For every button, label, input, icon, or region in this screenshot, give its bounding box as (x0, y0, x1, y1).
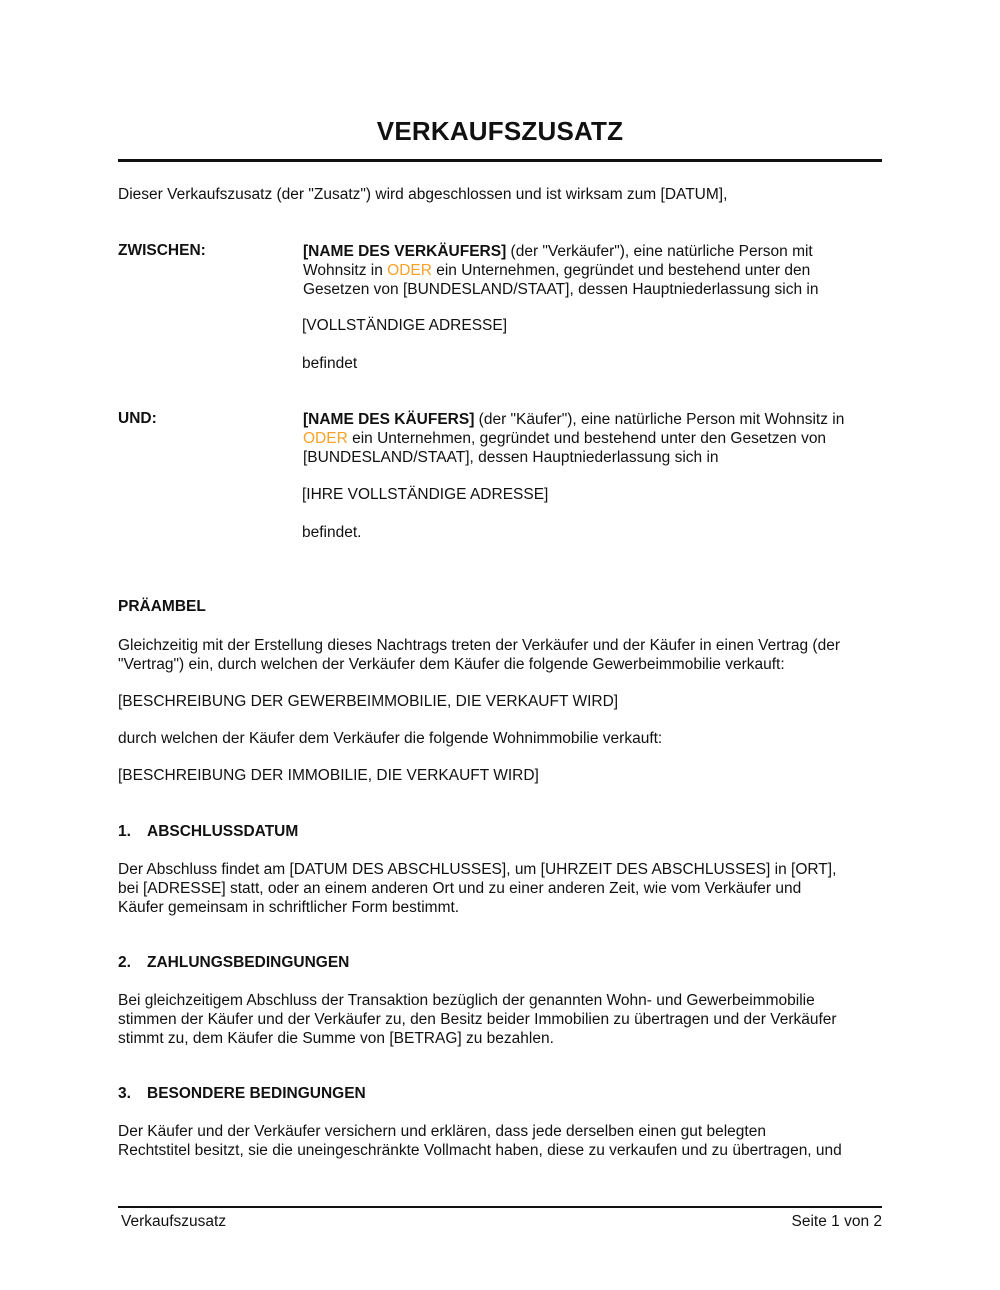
preamble-heading: PRÄAMBEL (118, 598, 206, 615)
oder-option: ODER (303, 430, 348, 447)
preamble-paragraph (118, 636, 888, 674)
section-1-body (118, 860, 888, 917)
seller-address-placeholder: [VOLLSTÄNDIGE ADRESSE] (302, 317, 508, 334)
body-line: Bei gleichzeitigem Abschluss der Transaktion bezüglich der genannten Wohn- und Gewerbeimmobilie (118, 992, 815, 1009)
section-title: BESONDERE BEDINGUNGEN (147, 1085, 366, 1102)
body-line: stimmt zu, dem Käufer die Summe von [BETRAG] zu bezahlen. (118, 1030, 554, 1047)
buyer-closing: befindet. (302, 524, 362, 541)
section-number: 1. (118, 823, 131, 840)
party-label-seller: ZWISCHEN: (118, 242, 206, 259)
preamble-line: "Vertrag") ein, durch welchen der Verkäufer dem Käufer die folgende Gewerbeimmobilie verkauft: (118, 656, 785, 673)
body-line: Rechtstitel besitzt, sie die uneingeschränkte Vollmacht haben, diese zu verkaufen und zu übertragen, und (118, 1142, 842, 1159)
footer-document-name: Verkaufszusatz (121, 1213, 227, 1230)
section-1-heading (118, 823, 298, 841)
seller-text: Gesetzen von [BUNDESLAND/STAAT], dessen Hauptniederlassung sich in (303, 281, 819, 298)
body-line: Der Abschluss findet am [DATUM DES ABSCHLUSSES], um [UHRZEIT DES ABSCHLUSSES] in [ORT], (118, 861, 837, 878)
body-line: stimmen der Käufer und der Verkäufer zu, den Besitz beider Immobilien zu übertragen und der Verkäufer (118, 1011, 837, 1028)
section-3-body (118, 1122, 888, 1160)
seller-text: (der "Verkäufer"), eine natürliche Person mit (506, 243, 813, 260)
section-number: 3. (118, 1085, 131, 1102)
body-line: Käufer gemeinsam in schriftlicher Form bestimmt. (118, 899, 460, 916)
buyer-text: [BUNDESLAND/STAAT], dessen Hauptniederlassung sich in (303, 449, 719, 466)
party-label-buyer: UND: (118, 410, 157, 427)
seller-name-placeholder: [NAME DES VERKÄUFERS] (303, 243, 507, 260)
body-line: Der Käufer und der Verkäufer versichern und erklären, dass jede derselben einen gut belegten (118, 1123, 766, 1140)
seller-text: ein Unternehmen, gegründet und bestehend unter den (431, 262, 811, 279)
title-divider (118, 159, 882, 162)
party-seller-description (303, 242, 883, 299)
buyer-text: ein Unternehmen, gegründet und bestehend unter den Gesetzen von (347, 430, 827, 447)
seller-closing: befindet (302, 355, 358, 372)
section-title: ZAHLUNGSBEDINGUNGEN (147, 954, 350, 971)
section-title: ABSCHLUSSDATUM (147, 823, 299, 840)
body-line: bei [ADRESSE] statt, oder an einem anderen Ort und zu einer anderen Zeit, wie vom Verkäufer und (118, 880, 802, 897)
section-3-heading (118, 1085, 366, 1103)
intro-paragraph: Dieser Verkaufszusatz (der "Zusatz") wird abgeschlossen und ist wirksam zum [DATUM], (118, 186, 728, 203)
document-title: VERKAUFSZUSATZ (376, 116, 624, 146)
preamble-line: Gleichzeitig mit der Erstellung dieses Nachtrags treten der Verkäufer und der Käufer in einen Vertrag (der (118, 637, 840, 654)
buyer-address-placeholder: [IHRE VOLLSTÄNDIGE ADRESSE] (302, 486, 549, 503)
section-number: 2. (118, 954, 131, 971)
party-buyer-description (303, 410, 883, 467)
commercial-property-placeholder: [BESCHREIBUNG DER GEWERBEIMMOBILIE, DIE VERKAUFT WIRD] (118, 693, 619, 710)
buyer-text: (der "Käufer"), eine natürliche Person mit Wohnsitz in (474, 411, 845, 428)
oder-option: ODER (387, 262, 432, 279)
footer-page-number: Seite 1 von 2 (791, 1213, 882, 1230)
buyer-name-placeholder: [NAME DES KÄUFERS] (303, 411, 475, 428)
section-2-heading (118, 954, 349, 972)
preamble-paragraph-2: durch welchen der Käufer dem Verkäufer die folgende Wohnimmobilie verkauft: (118, 730, 663, 747)
residential-property-placeholder: [BESCHREIBUNG DER IMMOBILIE, DIE VERKAUFT WIRD] (118, 767, 539, 784)
section-2-body (118, 991, 888, 1048)
footer-divider (118, 1206, 882, 1208)
seller-text: Wohnsitz in (303, 262, 388, 279)
